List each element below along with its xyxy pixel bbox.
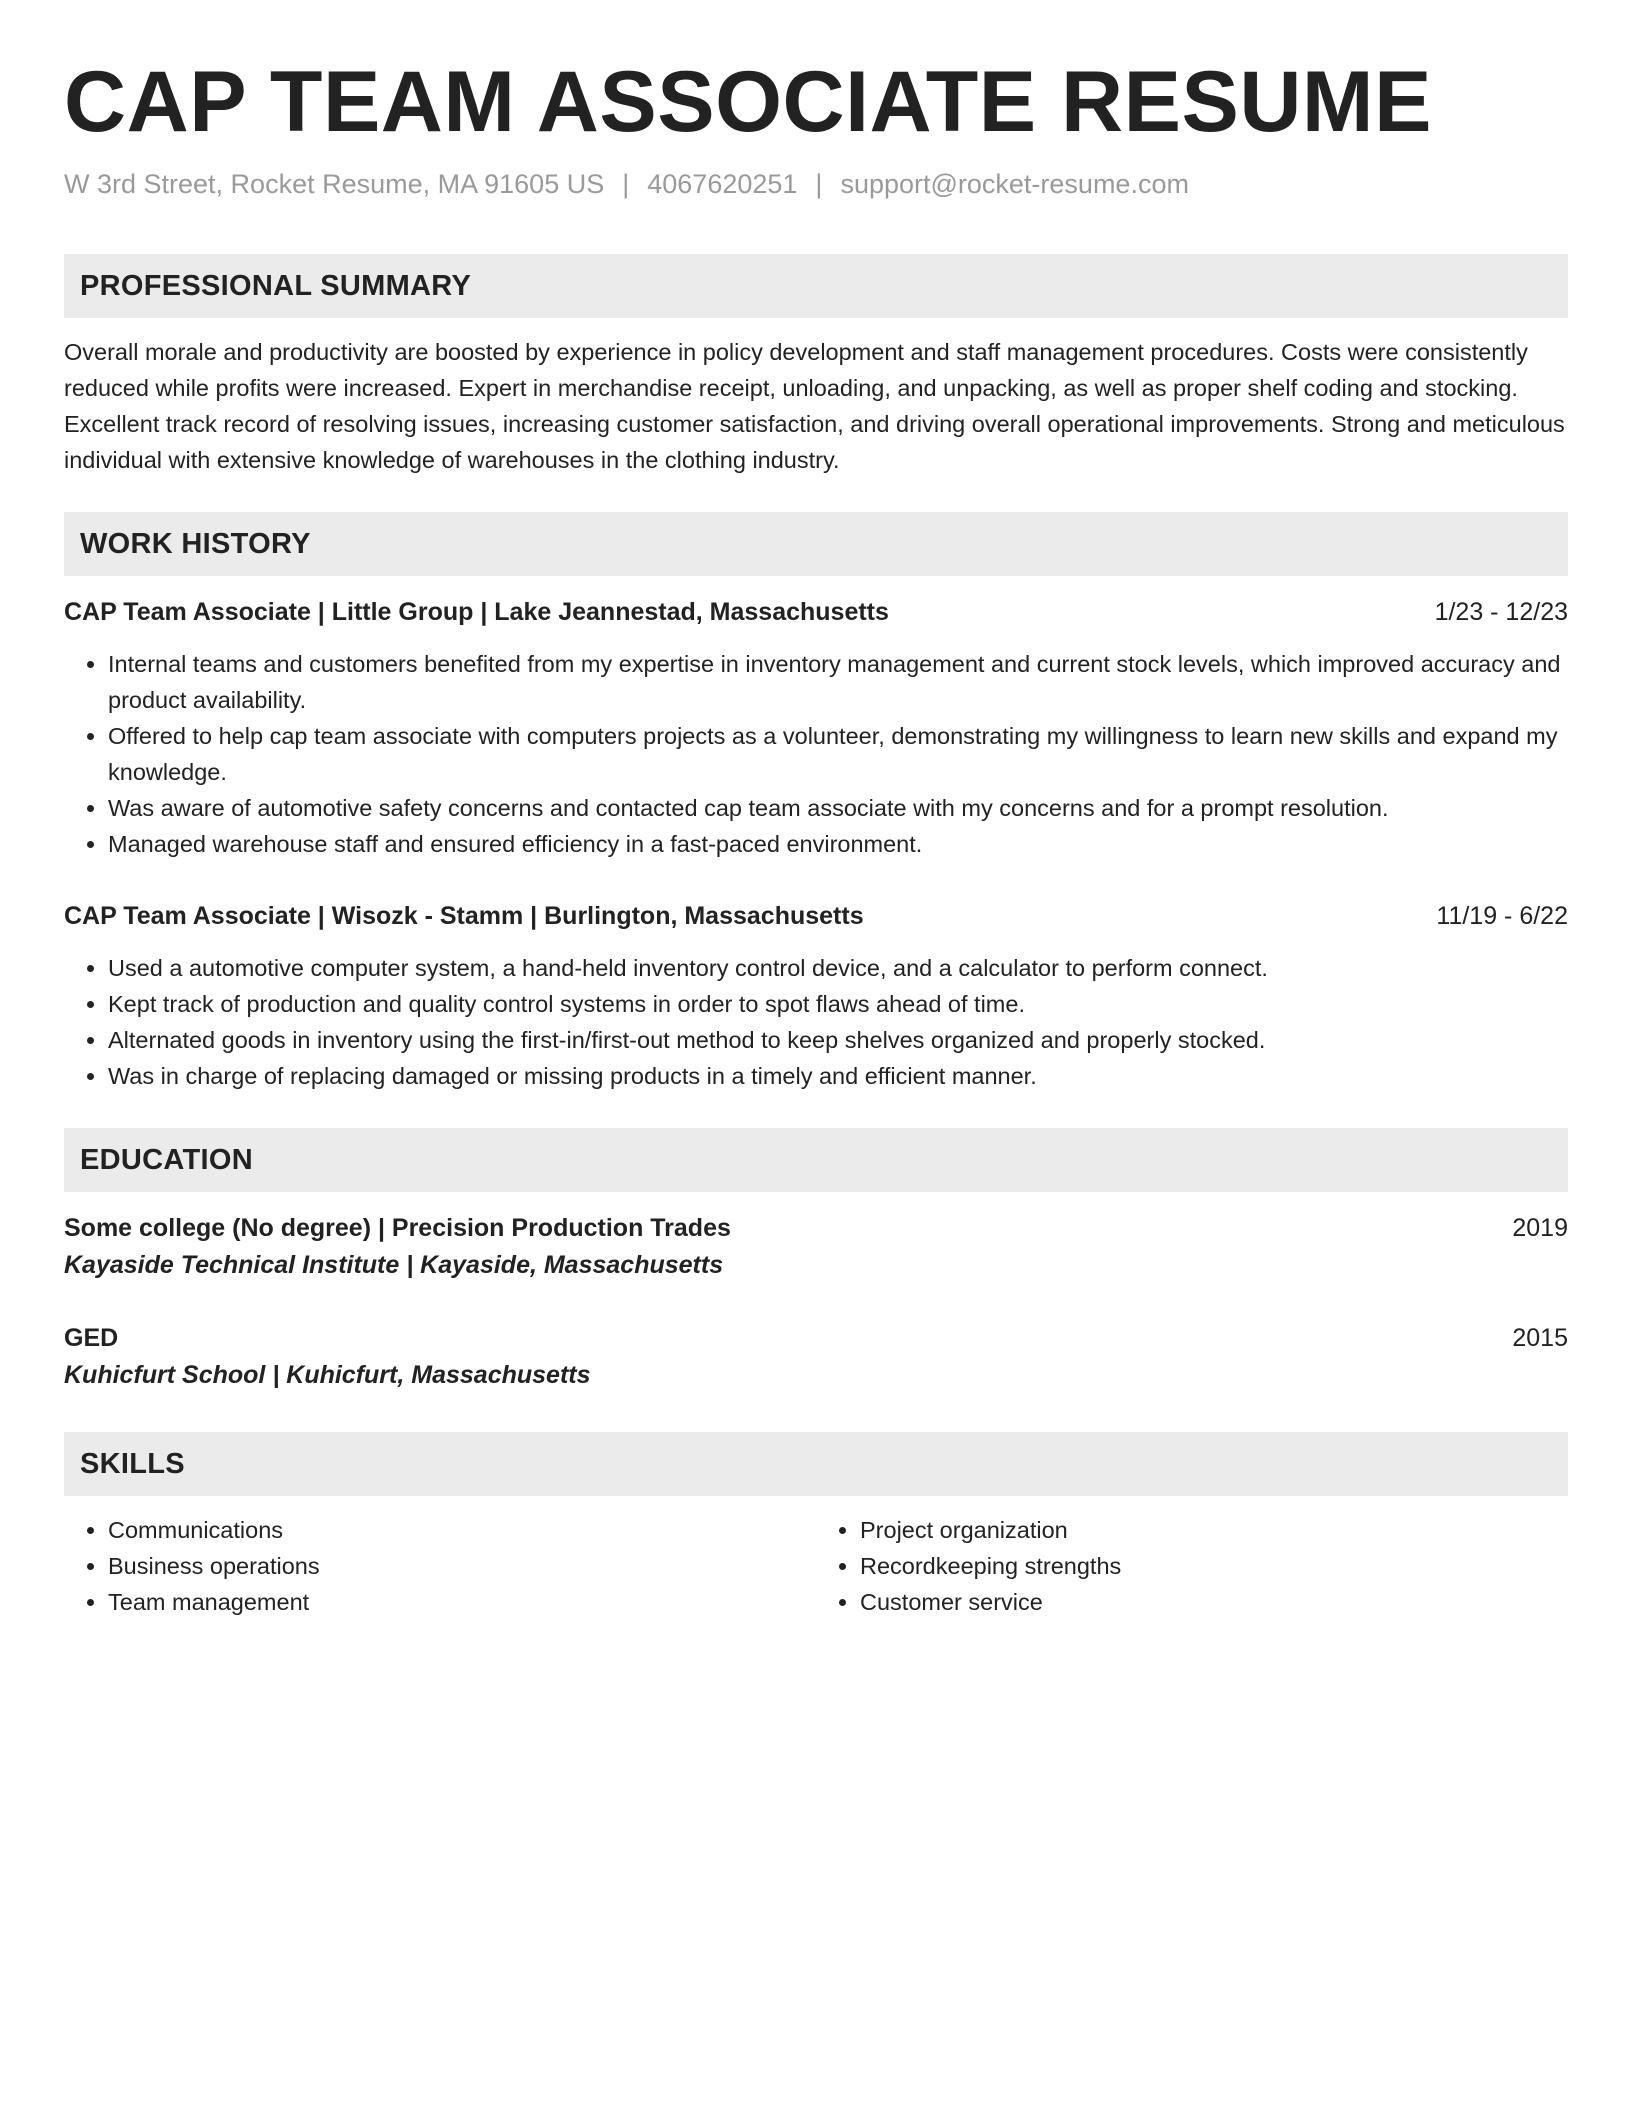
job-bullet: • Internal teams and customers benefited from my expertise in inventory management and current stock levels, which improved accuracy and product availability. bbox=[108, 646, 1568, 718]
skill-item: • Business operations bbox=[108, 1548, 816, 1584]
job-bullet: • Offered to help cap team associate with computers projects as a volunteer, demonstrating my willingness to learn new skills and expand my knowledge. bbox=[108, 718, 1568, 790]
skill-item: • Customer service bbox=[860, 1584, 1568, 1620]
job-bullet: • Alternated goods in inventory using the first-in/first-out method to keep shelves organized and properly stocked. bbox=[108, 1022, 1568, 1058]
skills-column-left bbox=[64, 1512, 816, 1620]
job-bullet: • Was in charge of replacing damaged or missing products in a timely and efficient manner. bbox=[108, 1058, 1568, 1094]
section-heading-skills: SKILLS bbox=[64, 1432, 1568, 1496]
section-heading-summary: PROFESSIONAL SUMMARY bbox=[64, 254, 1568, 318]
education-entry bbox=[64, 1210, 1568, 1284]
job-bullet: • Managed warehouse staff and ensured efficiency in a fast-paced environment. bbox=[108, 826, 1568, 862]
job-entry bbox=[64, 594, 1568, 862]
education-degree: GED bbox=[64, 1324, 119, 1352]
contact-phone: 4067620251 bbox=[647, 169, 798, 199]
contact-address: W 3rd Street, Rocket Resume, MA 91605 US bbox=[64, 169, 605, 199]
job-bullet: • Used a automotive computer system, a hand-held inventory control device, and a calculator to perform connect. bbox=[108, 950, 1568, 986]
contact-line bbox=[64, 166, 1568, 202]
job-header bbox=[64, 898, 1568, 934]
skills-grid bbox=[64, 1512, 1568, 1620]
skill-item: • Project organization bbox=[860, 1512, 1568, 1548]
job-entry bbox=[64, 898, 1568, 1094]
education-school: Kayaside Technical Institute | Kayaside, Massachusetts bbox=[64, 1251, 724, 1279]
job-dates: 11/19 - 6/22 bbox=[1436, 902, 1568, 930]
job-header bbox=[64, 594, 1568, 630]
education-degree: Some college (No degree) | Precision Production Trades bbox=[64, 1214, 731, 1242]
education-header bbox=[64, 1210, 1568, 1246]
skills-column-right bbox=[816, 1512, 1568, 1620]
education-entry bbox=[64, 1320, 1568, 1394]
contact-email: support@rocket-resume.com bbox=[840, 169, 1189, 199]
job-bullets bbox=[64, 646, 1568, 862]
education-year: 2019 bbox=[1512, 1214, 1568, 1242]
skill-item: • Team management bbox=[108, 1584, 816, 1620]
skill-item: • Communications bbox=[108, 1512, 816, 1548]
education-header bbox=[64, 1320, 1568, 1356]
resume-title: CAP TEAM ASSOCIATE RESUME bbox=[64, 54, 1432, 150]
education-year: 2015 bbox=[1512, 1324, 1568, 1352]
contact-separator: | bbox=[622, 169, 630, 199]
job-title: CAP Team Associate | Little Group | Lake Jeannestad, Massachusetts bbox=[64, 598, 889, 626]
job-bullet: • Kept track of production and quality control systems in order to spot flaws ahead of time. bbox=[108, 986, 1568, 1022]
contact-separator: | bbox=[815, 169, 823, 199]
skill-item: • Recordkeeping strengths bbox=[860, 1548, 1568, 1584]
section-heading-work-history: WORK HISTORY bbox=[64, 512, 1568, 576]
job-bullet: • Was aware of automotive safety concerns and contacted cap team associate with my concerns and for a prompt resolution. bbox=[108, 790, 1568, 826]
summary-text: Overall morale and productivity are boosted by experience in policy development and staff management procedures. Costs were consistently reduced while profits were increased. Expert in merchandise receipt, unloading, and unpacking, as well as proper shelf coding and stocking. Excellent track record of resolving issues, increasing customer satisfaction, and driving overall operational improvements. Strong and meticulous individual with extensive knowledge of warehouses in the clothing industry. bbox=[64, 339, 1565, 473]
section-heading-education: EDUCATION bbox=[64, 1128, 1568, 1192]
education-school: Kuhicfurt School | Kuhicfurt, Massachusetts bbox=[64, 1361, 591, 1389]
job-title: CAP Team Associate | Wisozk - Stamm | Burlington, Massachusetts bbox=[64, 902, 864, 930]
job-dates: 1/23 - 12/23 bbox=[1434, 598, 1568, 626]
job-bullets bbox=[64, 950, 1568, 1094]
